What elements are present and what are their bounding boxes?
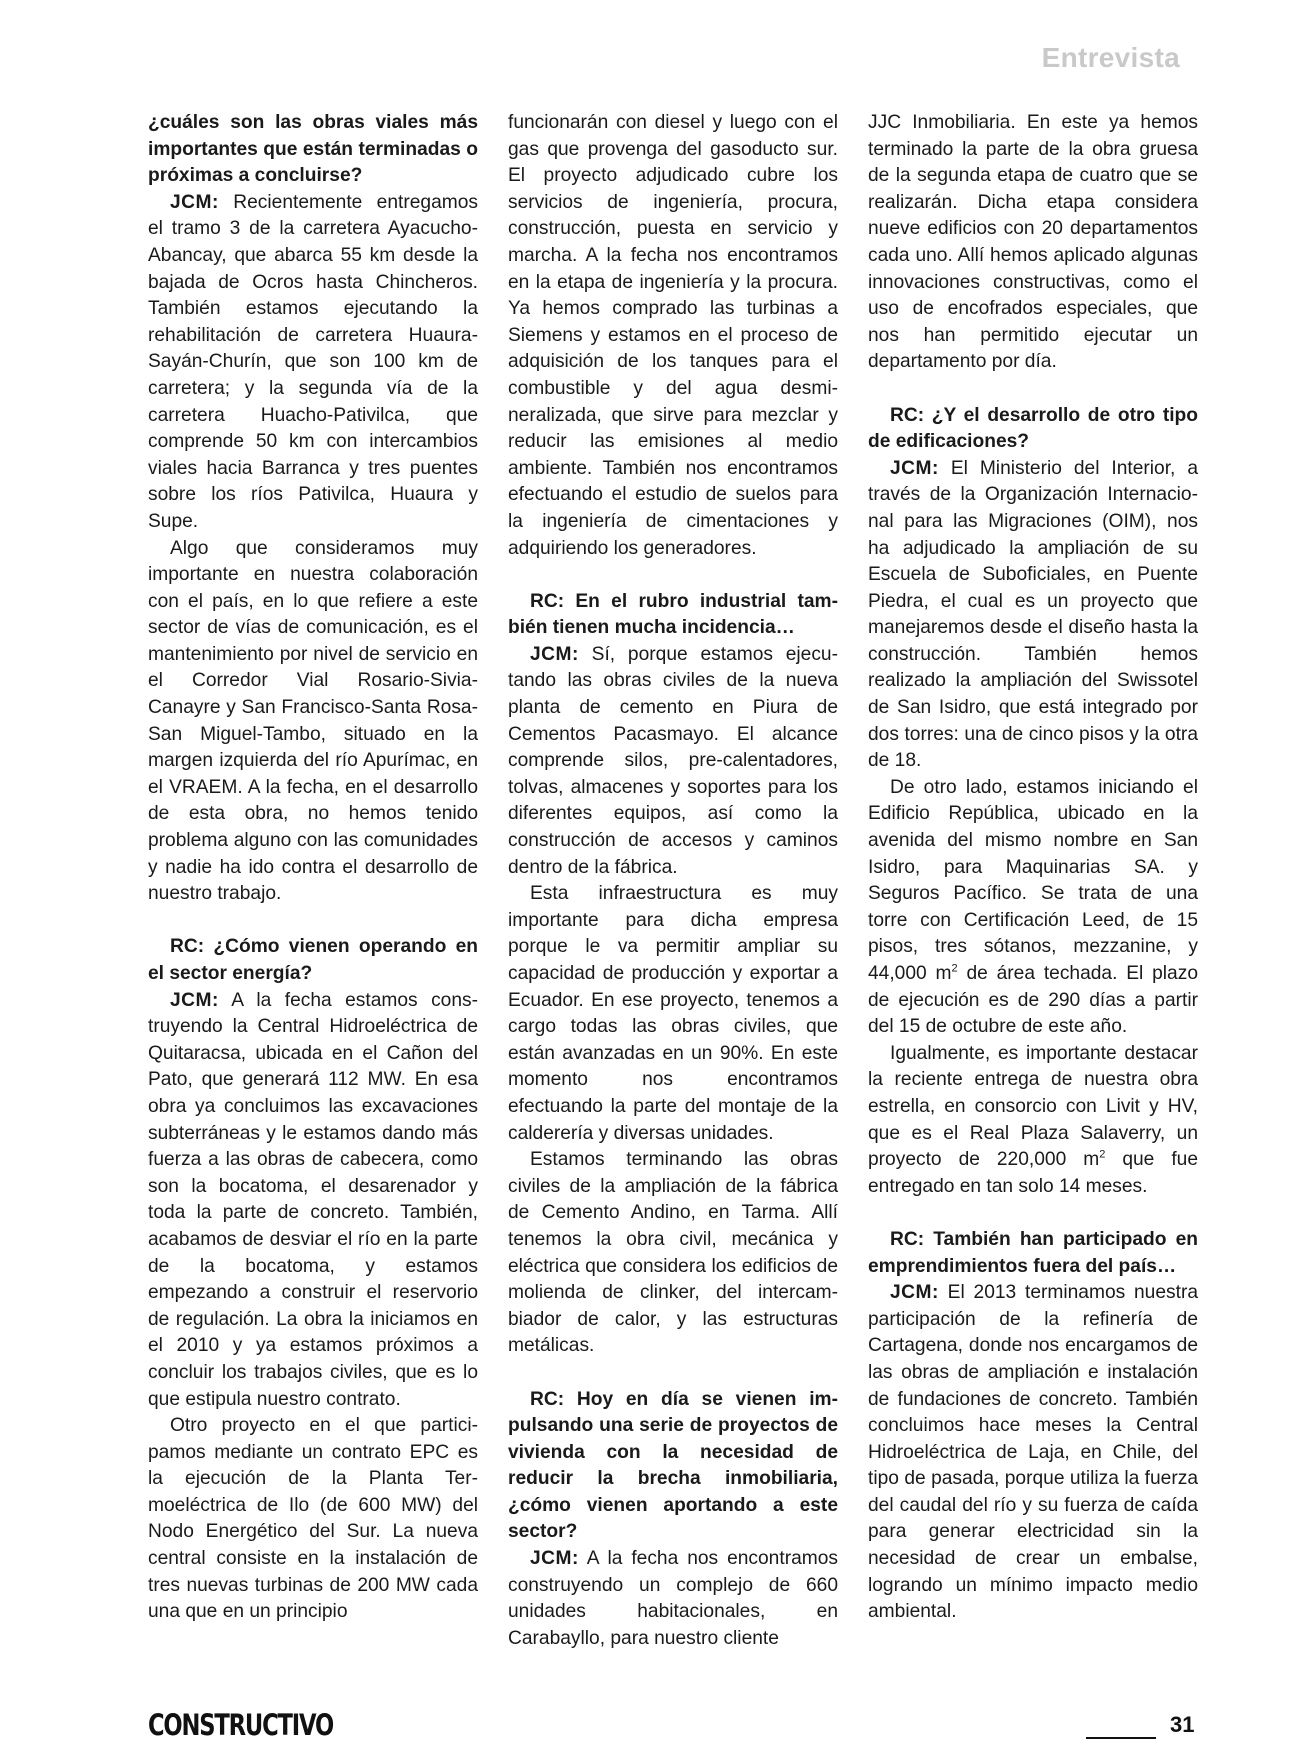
question-paragraph: RC: ¿Cómo vienen operando en el sector energía? [148,936,478,984]
answer-paragraph [868,1280,1198,1626]
page-number: 31 [1170,1712,1195,1737]
answer-text: El 2013 terminamos nuestra participación de la refinería de Cartagena, donde nos encargamos de las obras de ampliación e instalación de fundaciones de concreto. También concluimos hace meses la Central Hidroeléctrica de Laja, en Chile, del tipo de pasada, porque utiliza la fuerza del caudal del río y su fuerza de caída para generar electricidad sin la necesidad de crear un embalse, logrando un mínimo impacto medio ambiental. [868,1282,1198,1623]
body-paragraph: funcionarán con diesel y luego con el gas que provenga del gasoducto sur. El proyecto adjudicado cubre los servicios de ingeniería, procura, construcción, puesta en servicio y marcha. A la fecha nos encontramos en la etapa de ingeniería y la procura. Ya hemos comprado las turbinas a Siemens y estamos en el proceso de adquisición de los tanques para el combustible y del agua desmineralizada, que sirve para mezclar y reducir las emisiones al medio ambiente. También nos encontramos efectuando el estudio de suelos para la ingeniería de cimentaciones y adquiriendo los generadores. [508,112,838,559]
body-paragraph: Otro proyecto en el que participamos mediante un contrato EPC es la ejecución de la Planta Termoeléctrica de Ilo (de 600 MW) del Nodo Energético del Sur. La nueva central consiste en la instalación de tres nuevas turbinas de 200 MW cada una que en un principio [148,1415,478,1623]
answer-text: El Ministerio del Interior, a través de la Organización Internacional para las Migraciones (OIM), nos ha adjudicado la ampliación de su Escuela de Suboficiales, en Puente Piedra, el cual es un proyecto que manejaremos desde el diseño hasta la construcción. También hemos realizado la ampliación del Swissotel de San Isidro, que está integrado por dos torres: una de cinco pisos y la otra de 18. [868,457,1198,772]
answer-paragraph [508,1546,838,1652]
answer-text: Recientemente entregamos el tramo 3 de la carretera Ayacucho-Abancay, que abarca 55 km desde la bajada de Ocros hasta Chincheros. También estamos ejecutando la rehabilitación de carretera Huaura-Sayán-Churín, que son 100 km de carretera; y la segunda vía de la carretera Huacho-Pativilca, que comprende 50 km con intercambios viales hacia Barranca y tres puentes sobre los ríos Pativilca, Huaura y Supe. [148,191,478,532]
speaker-label: JCM: [170,191,219,213]
magazine-logo: CONSTRUCTIVO [148,1708,334,1742]
answer-text: A la fecha estamos construyendo la Central Hidroeléctrica de Quitaracsa, ubicada en el Cañon del Pato, que generará 112 MW. En esa obra ya concluimos las excavaciones subterráneas y le estamos dando más fuerza a las obras de cabecera, como son la bocatoma, el desarenador y toda la parte de concreto. También, acabamos de desviar el río en la parte de la bocatoma, y estamos empezando a construir el reservorio de regulación. La obra la iniciamos en el 2010 y ya estamos próximos a concluir los trabajos civiles, que es lo que estipula nuestro contrato. [148,989,478,1410]
answer-paragraph [508,642,838,881]
body-paragraph: Algo que consideramos muy importante en nuestra colaboración con el país, en lo que refiere a este sector de vías de comunicación, es el mantenimiento por nivel de servicio en el Corredor Vial Rosario-Sivia-Canayre y San Francisco-Santa Rosa-San Miguel-Tambo, situado en la margen izquierda del río Apurímac, en el VRAEM. A la fecha, en el desarrollo de esta obra, no hemos tenido problema alguno con las comunidades y nadie ha ido contra el desarrollo de nuestro trabajo. [148,537,478,905]
superscript: 2 [951,962,958,975]
question-paragraph: RC: ¿Y el desarrollo de otro tipo de edificaciones? [868,404,1198,453]
answer-paragraph [148,988,478,1414]
speaker-label: JCM: [890,1282,939,1304]
paragraph-text: de área techada. El plazo de ejecución es de 290 días a partir del 15 de octubre de este año. [868,963,1198,1038]
answer-paragraph [148,190,478,536]
footer-rule [1086,1737,1156,1739]
answer-paragraph [868,456,1198,775]
body-paragraph: Estamos terminando las obras civiles de la ampliación de la fábrica de Cemento Andino, en Tarma. Allí tenemos la obra civil, mecánica y eléctrica que considera los edificios de molienda de clinker, del intercambiador de calor, y las estructuras metálicas. [508,1149,838,1357]
speaker-label: JCM: [530,643,579,665]
paragraph-text: que fue entregado en tan solo 14 meses. [868,1149,1198,1197]
speaker-label: JCM: [890,457,939,479]
question-paragraph: RC: En el rubro industrial también tienen mucha incidencia… [508,590,838,639]
body-paragraph [868,1041,1198,1201]
speaker-label: JCM: [170,989,219,1011]
question-paragraph: ¿cuáles son las obras viales más importantes que están terminadas o próximas a concluirse? [148,112,478,187]
article-column-2 [508,110,838,1652]
paragraph-text: Igualmente, es importante destacar la reciente entrega de nuestra obra estrella, en consorcio con Livit y HV, que es el Real Plaza Salaverry, un proyecto de 220,000 m [868,1042,1198,1171]
article-column-3 [868,110,1198,1626]
question-paragraph: RC: También han participado en emprendimientos fuera del país… [868,1228,1198,1277]
paragraph-text: De otro lado, estamos iniciando el Edificio República, ubicado en la avenida del mismo nombre en San Isidro, para Maquinarias SA. y Seguros Pacífico. Se trata de una torre con Certificación Leed, de 15 pisos, tres sótanos, mezzanine, y 44,000 m [868,776,1198,984]
superscript: 2 [1099,1148,1106,1161]
answer-text: A la fecha nos encontramos construyendo un complejo de 660 unidades habitacionales, en Carabayllo, para nuestro cliente [508,1548,838,1649]
body-paragraph: Esta infraestructura es muy importante para dicha empresa porque le va permitir ampliar su capacidad de producción y exportar a Ecuador. En ese proyecto, tenemos a cargo todas las obras civiles, que están avanzadas en un 90%. En este momento nos encontramos efectuando la parte del montaje de la calderería y diversas unidades. [508,883,838,1144]
body-paragraph [868,775,1198,1041]
section-label: Entrevista [1041,42,1180,73]
speaker-label: JCM: [530,1548,579,1570]
answer-text: Sí, porque estamos ejecutando las obras civiles de la nueva planta de cemento en Piura de Cementos Pacasmayo. El alcance comprende silos, pre-calentadores, tolvas, almacenes y soportes para los diferentes equipos, así como la construcción de accesos y caminos dentro de la fábrica. [508,643,838,878]
question-paragraph: RC: Hoy en día se vienen impulsando una serie de proyectos de vivienda con la necesidad de reducir la brecha inmobiliaria, ¿cómo vienen aportando a este sector? [508,1388,838,1543]
body-paragraph: JJC Inmobiliaria. En este ya hemos terminado la parte de la obra gruesa de la segunda etapa de cuatro que se realizarán. Dicha etapa considera nueve edificios con 20 departamentos cada uno. Allí hemos aplicado algunas innovaciones constructivas, como el uso de encofrados especiales, que nos han permitido ejecutar un departamento por día. [868,112,1198,373]
article-column-1 [148,110,478,1626]
